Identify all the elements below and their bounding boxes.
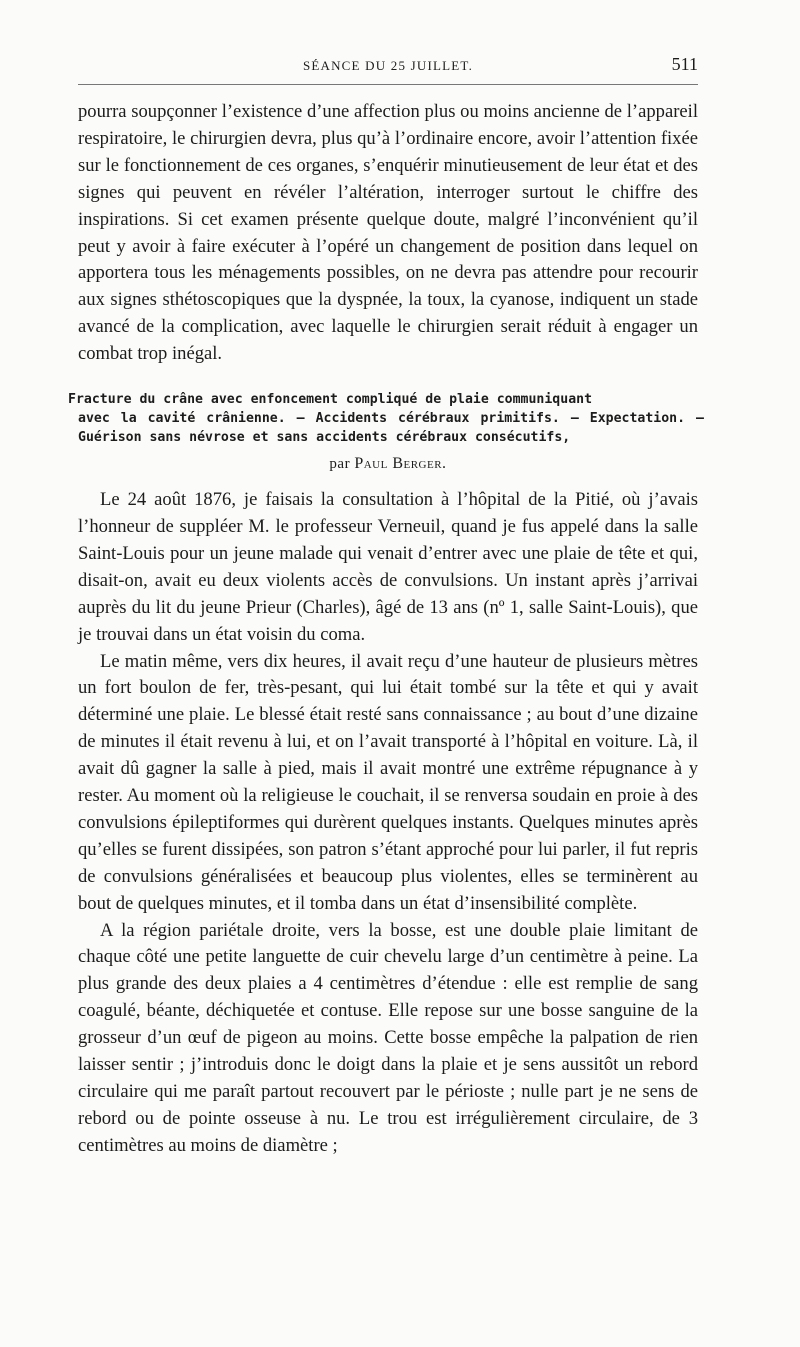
- byline: [78, 455, 698, 473]
- body-paragraph: Le matin même, vers dix heures, il avait reçu d’une hauteur de plusieurs mètres un fort boulon de fer, très-pesant, qui lui était tombé sur la tête et qui y avait déterminé une plaie. Le blessé était resté sans connaissance ; au bout d’une dizaine de minutes il était revenu à lui, et on l’avait transporté à l’hôpital en voiture. Là, il avait dû gagner la salle à pied, mais il avait montré une extrême répugnance à y rester. Au moment où la religieuse le couchait, il se renversa soudain en proie à des convulsions épileptiformes qui durèrent quelques instants. Quelques minutes après qu’elles se furent dissipées, son patron s’étant approché pour lui parler, il fut repris de convulsions généralisées et beaucoup plus violentes, elles se terminèrent au bout de quelques minutes, et il tomba dans un état d’insensibilité complète.: [78, 650, 698, 914]
- book-page: [68, 52, 704, 1160]
- running-head: [78, 52, 698, 78]
- header-rule: [78, 84, 698, 85]
- body-paragraph: Le 24 août 1876, je faisais la consultation à l’hôpital de la Pitié, où j’avais l’honneur de suppléer M. le professeur Verneuil, quand je fus appelé dans la salle Saint-Louis pour un jeune malade qui venait d’entrer avec une plaie de tête et qui, disait-on, avait eu deux violents accès de convulsions. Un instant après j’arrivai auprès du lit du jeune Prieur (Charles), âgé de 13 ans (nº 1, salle Saint-Louis), que je trouvai dans un état voisin du coma.: [78, 489, 698, 645]
- article-heading-line-1: Fracture du crâne avec enfoncement compliqué de plaie communiquant: [68, 392, 593, 408]
- page-number: 511: [671, 54, 698, 74]
- byline-author: Paul Berger.: [354, 455, 447, 473]
- article-heading: [68, 390, 704, 447]
- byline-prefix: par: [329, 456, 351, 473]
- article-heading-rest: avec la cavité crânienne. — Accidents cérébraux primitifs. — Expectation. — Guérison sans névrose et sans accidents cérébraux consécutifs,: [78, 411, 704, 446]
- running-title: SÉANCE DU 25 JUILLET.: [302, 58, 474, 73]
- continued-paragraph: pourra soupçonner l’existence d’une affection plus ou moins ancienne de l’appareil respiratoire, le chirurgien devra, plus qu’à l’ordinaire encore, avoir l’attention fixée sur le fonctionnement de ces organes, s’enquérir minutieusement de leur état et des signes qui peuvent en révéler l’altération, interroger surtout le chiffre des inspirations. Si cet examen présente quelque doute, malgré l’inconvénient qu’il peut y avoir à faire exécuter à l’opéré un changement de position dans lequel on apportera tous les ménagements possibles, on ne devra pas attendre pour recourir aux signes sthétoscopiques que la dyspnée, la toux, la cyanose, indiquent un stade avancé de la complication, avec laquelle le chirurgien serait réduit à engager un combat trop inégal.: [78, 101, 698, 365]
- body-paragraph: A la région pariétale droite, vers la bosse, est une double plaie limitant de chaque côté une petite languette de cuir chevelu large d’un centimètre à peine. La plus grande des deux plaies a 4 centimètres d’étendue : elle est remplie de sang coagulé, béante, déchiquetée et contuse. Elle repose sur une bosse sanguine de la grosseur d’un œuf de pigeon au moins. Cette bosse empêche la palpation de rien laisser sentir ; j’introduis donc le doigt dans la plaie et je sens aussitôt un rebord circulaire qui me paraît partout recouvert par le périoste ; nulle part je ne sens de rebord ou de pointe osseuse à nu. Le trou est irrégulièrement circulaire, de 3 centimètres au moins de diamètre ;: [78, 919, 698, 1156]
